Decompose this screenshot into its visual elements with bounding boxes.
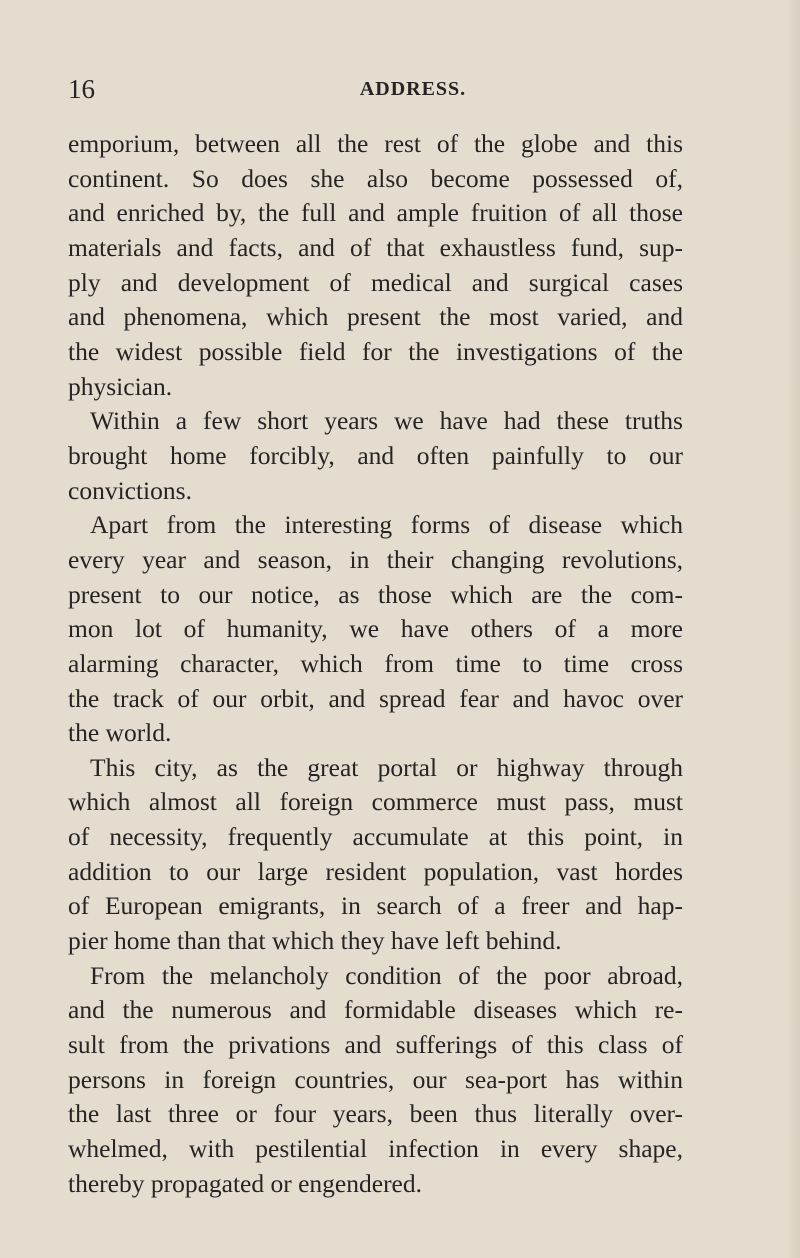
text-line: Within a few short years we have had these truths — [90, 406, 683, 436]
running-title: ADDRESS. — [359, 78, 467, 100]
text-line: ply and development of medical and surgical cases — [68, 267, 683, 297]
text-line: brought home forcibly, and often painfully to our — [68, 440, 683, 470]
text-line: Apart from the interesting forms of disease which — [90, 510, 683, 540]
text-line: present to our notice, as those which are the com- — [68, 579, 683, 609]
text-line: pier home than that which they have left behind. — [68, 926, 562, 956]
text-line: and enriched by, the full and ample fruition of all those — [68, 198, 683, 228]
text-line: materials and facts, and of that exhaustless fund, sup- — [68, 232, 683, 262]
text-line: sult from the privations and sufferings of this class of — [68, 1030, 683, 1060]
text-line: the world. — [68, 718, 172, 748]
text-line: of European emigrants, in search of a freer and hap- — [68, 891, 683, 921]
text-line: the track of our orbit, and spread fear and havoc over — [68, 683, 683, 713]
text-line: addition to our large resident population, vast hordes — [68, 856, 683, 886]
text-line: and the numerous and formidable diseases which re- — [68, 995, 683, 1025]
text-line: the widest possible field for the investigations of the — [68, 336, 683, 366]
text-line: whelmed, with pestilential infection in every shape, — [68, 1134, 683, 1164]
page-edge-shadow — [786, 0, 800, 1258]
text-line: mon lot of humanity, we have others of a more — [68, 614, 683, 644]
text-line: physician. — [68, 371, 173, 401]
text-line: alarming character, which from time to time cross — [68, 648, 683, 678]
text-line: and phenomena, which present the most varied, and — [68, 302, 683, 332]
text-line: continent. So does she also become possessed of, — [68, 163, 683, 193]
text-line: of necessity, frequently accumulate at this point, in — [68, 822, 683, 852]
text-line: which almost all foreign commerce must pass, must — [68, 787, 683, 817]
text-line: thereby propagated or engendered. — [68, 1168, 422, 1198]
page-number: 16 — [68, 74, 95, 104]
text-line: persons in foreign countries, our sea-port has within — [68, 1064, 683, 1094]
text-line: emporium, between all the rest of the globe and this — [68, 129, 683, 158]
page-body-text — [68, 127, 683, 1201]
text-line: From the melancholy condition of the poor abroad, — [90, 960, 683, 990]
text-line: convictions. — [68, 475, 192, 505]
text-line: every year and season, in their changing revolutions, — [68, 544, 683, 574]
text-line: the last three or four years, been thus literally over- — [68, 1099, 683, 1129]
text-line: This city, as the great portal or highway through — [90, 752, 683, 782]
